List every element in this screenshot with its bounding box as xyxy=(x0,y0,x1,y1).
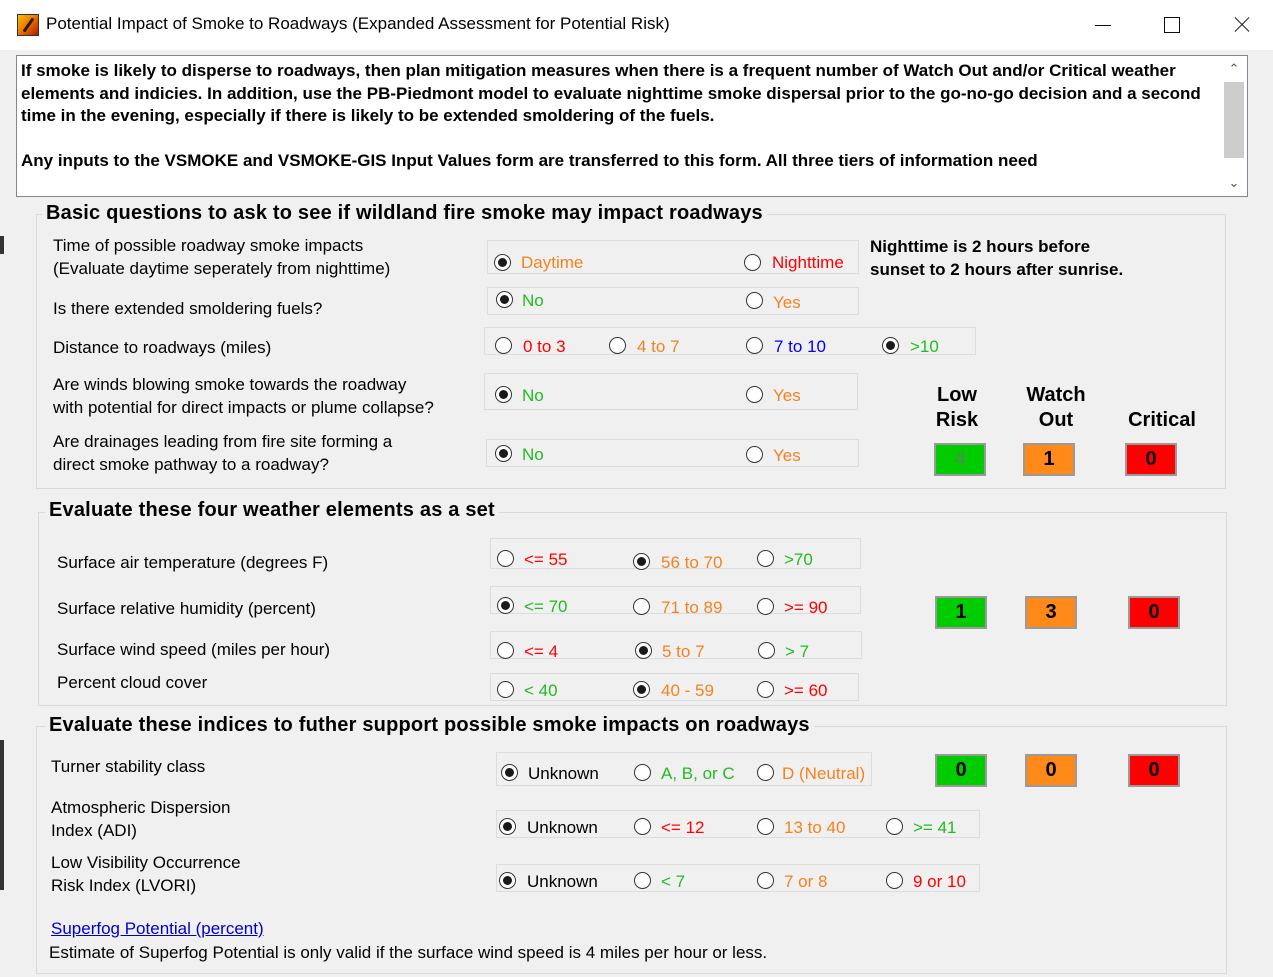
turner-unknown-label[interactable]: Unknown xyxy=(528,764,599,783)
time-impacts-line2: (Evaluate daytime seperately from nighttime) xyxy=(53,259,391,278)
smoldering-no-radio[interactable] xyxy=(496,291,513,308)
scrollbar-thumb[interactable] xyxy=(1224,82,1244,158)
drainages-no-radio[interactable] xyxy=(495,445,512,462)
superfog-note: Estimate of Superfog Potential is only valid if the surface wind speed is 4 miles per hour or less. xyxy=(49,943,768,962)
drainages-label-line1: Are drainages leading from fire site forming a xyxy=(53,432,393,451)
adi-label xyxy=(51,796,231,842)
rh-71-89-label[interactable]: 71 to 89 xyxy=(661,598,723,617)
lvori-lt7-radio[interactable] xyxy=(634,872,651,889)
basic-watch-count: 1 xyxy=(1023,443,1075,476)
distance-gt10-label[interactable]: >10 xyxy=(910,337,939,356)
info-text: If smoke is likely to disperse to roadways, then plan mitigation measures when there is a frequent number of Watch Out and/or Critical weather elements and indicies. In addition, use the PB-Piedmont model to evaluate nighttime smoke dispersal prior to the go-no-go decision and a second time in the evening, especially if there is likely to be extended smoldering of the fuels. Any inputs to the VSMOKE and VSMOKE-GIS Input Values form are transferred to this form. All three tiers of information need xyxy=(21,61,1201,170)
wind-gt7-radio[interactable] xyxy=(758,642,775,659)
rh-ge90-radio[interactable] xyxy=(757,598,774,615)
turner-abc-radio[interactable] xyxy=(634,764,651,781)
temperature-label: Surface air temperature (degrees F) xyxy=(57,553,329,572)
winds-no-label[interactable]: No xyxy=(522,386,544,405)
maximize-button[interactable] xyxy=(1151,8,1191,42)
low-risk-header xyxy=(926,383,988,433)
info-textbox[interactable] xyxy=(16,55,1248,197)
wind-5-7-radio[interactable] xyxy=(635,642,652,659)
drainages-yes-radio[interactable] xyxy=(746,446,763,463)
indices-title: Evaluate these indices to futher support possible smoke impacts on roadways xyxy=(45,714,814,737)
indices-watch-count: 0 xyxy=(1025,754,1077,787)
adi-le12-label[interactable]: <= 12 xyxy=(661,818,705,837)
basic-low-count: 4 xyxy=(934,443,986,476)
adi-13-40-radio[interactable] xyxy=(757,818,774,835)
drainages-yes-label[interactable]: Yes xyxy=(773,446,801,465)
cloud-lt40-label[interactable]: < 40 xyxy=(524,681,558,700)
wind-gt7-label[interactable]: > 7 xyxy=(785,642,810,661)
adi-label-line2: Index (ADI) xyxy=(51,821,137,840)
nighttime-label[interactable]: Nighttime xyxy=(772,253,844,272)
time-impacts-label xyxy=(53,234,390,280)
temp-56-70-radio[interactable] xyxy=(633,553,650,570)
distance-7-10-label[interactable]: 7 to 10 xyxy=(774,337,826,356)
nighttime-note-line2: sunset to 2 hours after sunrise. xyxy=(870,260,1124,279)
nighttime-note xyxy=(870,235,1123,281)
window-title: Potential Impact of Smoke to Roadways (Expanded Assessment for Potential Risk) xyxy=(46,14,670,33)
lvori-label xyxy=(51,851,241,897)
critical-header: Critical xyxy=(1128,409,1196,431)
humidity-label: Surface relative humidity (percent) xyxy=(57,599,316,618)
adi-unknown-radio[interactable] xyxy=(499,818,516,835)
temp-gt70-label[interactable]: >70 xyxy=(784,550,813,569)
lvori-9-10-radio[interactable] xyxy=(886,872,903,889)
distance-7-10-radio[interactable] xyxy=(746,337,763,354)
drainages-label xyxy=(53,430,392,476)
winds-no-radio[interactable] xyxy=(495,386,512,403)
temp-gt70-radio[interactable] xyxy=(757,550,774,567)
rh-le70-radio[interactable] xyxy=(497,597,514,614)
winds-yes-label[interactable]: Yes xyxy=(773,386,801,405)
wind-label: Surface wind speed (miles per hour) xyxy=(57,640,331,659)
rh-ge90-label[interactable]: >= 90 xyxy=(784,598,828,617)
adi-label-line1: Atmospheric Dispersion xyxy=(51,798,231,817)
cloud-lt40-radio[interactable] xyxy=(497,681,514,698)
lvori-label-line1: Low Visibility Occurrence xyxy=(51,853,241,872)
cloud-ge60-label[interactable]: >= 60 xyxy=(784,681,828,700)
time-impacts-line1: Time of possible roadway smoke impacts xyxy=(53,236,364,255)
rh-71-89-radio[interactable] xyxy=(633,598,650,615)
adi-le12-radio[interactable] xyxy=(634,818,651,835)
adi-13-40-label[interactable]: 13 to 40 xyxy=(784,818,846,837)
winds-yes-radio[interactable] xyxy=(746,386,763,403)
cloud-cover-label: Percent cloud cover xyxy=(57,673,208,692)
wind-5-7-label[interactable]: 5 to 7 xyxy=(662,642,705,661)
winds-label-line2: with potential for direct impacts or plume collapse? xyxy=(53,398,434,417)
daytime-label[interactable]: Daytime xyxy=(521,253,584,272)
smoldering-yes-label[interactable]: Yes xyxy=(773,293,801,312)
scroll-up-icon[interactable]: ⌃ xyxy=(1228,61,1240,76)
lvori-lt7-label[interactable]: < 7 xyxy=(661,872,686,891)
rh-le70-label[interactable]: <= 70 xyxy=(524,597,568,616)
lvori-unknown-radio[interactable] xyxy=(499,872,516,889)
smoldering-no-label[interactable]: No xyxy=(522,291,544,310)
turner-unknown-radio[interactable] xyxy=(501,764,518,781)
adi-unknown-label[interactable]: Unknown xyxy=(527,818,598,837)
lvori-7-8-label[interactable]: 7 or 8 xyxy=(784,872,828,891)
lvori-9-10-label[interactable]: 9 or 10 xyxy=(913,872,966,891)
weather-watch-count: 3 xyxy=(1025,596,1077,629)
adi-ge41-radio[interactable] xyxy=(886,818,903,835)
cloud-ge60-radio[interactable] xyxy=(757,681,774,698)
turner-label: Turner stability class xyxy=(51,757,206,776)
lvori-7-8-radio[interactable] xyxy=(757,872,774,889)
winds-label-line1: Are winds blowing smoke towards the roadway xyxy=(53,375,407,394)
weather-low-count: 1 xyxy=(935,596,987,629)
nighttime-note-line1: Nighttime is 2 hours before xyxy=(870,237,1091,256)
watch-out-header-line1: Watch xyxy=(1026,384,1086,406)
drainages-label-line2: direct smoke pathway to a roadway? xyxy=(53,455,329,474)
lvori-unknown-label[interactable]: Unknown xyxy=(527,872,598,891)
basic-questions-title: Basic questions to ask to see if wildland fire smoke may impact roadways xyxy=(42,202,767,225)
wind-le4-label[interactable]: <= 4 xyxy=(524,642,559,661)
temp-le55-label[interactable]: <= 55 xyxy=(524,550,568,569)
weather-title: Evaluate these four weather elements as a set xyxy=(45,499,499,522)
winds-label xyxy=(53,373,434,419)
distance-4-7-label[interactable]: 4 to 7 xyxy=(637,337,680,356)
low-risk-header-line1: Low xyxy=(937,384,977,406)
distance-0-3-label[interactable]: 0 to 3 xyxy=(523,337,566,356)
smoldering-label: Is there extended smoldering fuels? xyxy=(53,299,323,318)
drainages-no-label[interactable]: No xyxy=(522,445,544,464)
distance-0-3-radio[interactable] xyxy=(495,337,512,354)
cloud-40-59-radio[interactable] xyxy=(633,681,650,698)
low-risk-header-line2: Risk xyxy=(935,409,979,431)
watch-out-header xyxy=(1016,383,1096,433)
indices-low-count: 0 xyxy=(935,754,987,787)
window-edge xyxy=(0,740,4,890)
weather-critical-count: 0 xyxy=(1128,596,1180,629)
indices-critical-count: 0 xyxy=(1128,754,1180,787)
smoldering-yes-radio[interactable] xyxy=(746,292,763,309)
daytime-radio[interactable] xyxy=(494,254,511,271)
title-bar xyxy=(0,0,1273,50)
basic-critical-count: 0 xyxy=(1125,443,1177,476)
turner-abc-label[interactable]: A, B, or C xyxy=(661,764,735,783)
lvori-label-line2: Risk Index (LVORI) xyxy=(51,876,197,895)
wind-le4-radio[interactable] xyxy=(497,642,514,659)
distance-4-7-radio[interactable] xyxy=(609,337,626,354)
superfog-link[interactable]: Superfog Potential (percent) xyxy=(51,919,264,938)
temp-le55-radio[interactable] xyxy=(497,550,514,567)
minimize-button[interactable] xyxy=(1083,8,1123,42)
distance-gt10-radio[interactable] xyxy=(882,337,899,354)
scroll-down-icon[interactable]: ⌄ xyxy=(1228,175,1240,190)
temp-56-70-label[interactable]: 56 to 70 xyxy=(661,553,723,572)
turner-d-label[interactable]: D (Neutral) xyxy=(782,764,866,783)
cloud-40-59-label[interactable]: 40 - 59 xyxy=(661,681,714,700)
watch-out-header-line2: Out xyxy=(1038,409,1074,431)
turner-d-radio[interactable] xyxy=(757,764,774,781)
adi-ge41-label[interactable]: >= 41 xyxy=(913,818,957,837)
distance-label: Distance to roadways (miles) xyxy=(53,338,272,357)
window-edge xyxy=(0,236,4,254)
close-button[interactable] xyxy=(1221,8,1261,42)
app-fire-icon xyxy=(17,14,39,36)
nighttime-radio[interactable] xyxy=(744,254,761,271)
